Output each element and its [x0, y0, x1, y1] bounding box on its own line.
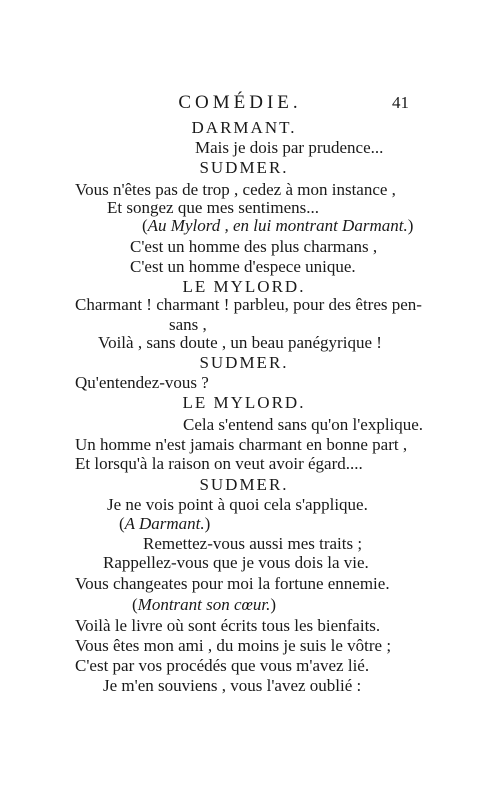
verse-line: Et lorsqu'à la raison on veut avoir égard....: [75, 454, 363, 473]
speaker-name: LE MYLORD.: [182, 393, 306, 412]
verse-line: Je ne vois point à quoi cela s'applique.: [107, 495, 368, 514]
verse-line: sans ,: [169, 315, 207, 334]
verse-line: Un homme n'est jamais charmant en bonne part ,: [75, 435, 408, 454]
verse-line: Vous changeates pour moi la fortune ennemie.: [75, 574, 390, 593]
verse-line: Vous n'êtes pas de trop , cedez à mon instance ,: [75, 180, 396, 199]
verse-line: Et songez que mes sentimens...: [107, 198, 319, 217]
speaker-name: SUDMER.: [199, 158, 289, 177]
verse-line: Mais je dois par prudence...: [195, 138, 384, 157]
speaker-name: SUDMER.: [199, 353, 289, 372]
speaker-name: LE MYLORD.: [182, 277, 306, 296]
verse-line: Je m'en souviens , vous l'avez oublié :: [103, 676, 362, 695]
running-head: COMÉDIE.: [178, 92, 302, 113]
stage-direction: (Au Mylord , en lui montrant Darmant.): [142, 216, 414, 235]
verse-line: Cela s'entend sans qu'on l'explique.: [183, 415, 424, 434]
verse-line: C'est par vos procédés que vous m'avez lié.: [75, 656, 370, 675]
stage-direction: (Montrant son cœur.): [132, 595, 277, 614]
verse-line: Rappellez-vous que je vous dois la vie.: [103, 553, 369, 572]
verse-line: Charmant ! charmant ! parbleu, pour des êtres pen-: [75, 295, 422, 314]
verse-line: C'est un homme des plus charmans ,: [130, 237, 378, 256]
verse-line: Remettez-vous aussi mes traits ;: [143, 534, 363, 553]
speaker-name: SUDMER.: [199, 475, 289, 494]
page-number: 41: [392, 93, 409, 112]
speaker-name: DARMANT.: [191, 118, 297, 137]
verse-line: Voilà , sans doute , un beau panégyrique !: [98, 333, 382, 352]
verse-line: Vous êtes mon ami , du moins je suis le vôtre ;: [75, 636, 392, 655]
verse-line: Qu'entendez-vous ?: [75, 373, 209, 392]
verse-line: Voilà le livre où sont écrits tous les bienfaits.: [75, 616, 381, 635]
stage-direction: (A Darmant.): [119, 514, 211, 533]
verse-line: C'est un homme d'espece unique.: [130, 257, 356, 276]
